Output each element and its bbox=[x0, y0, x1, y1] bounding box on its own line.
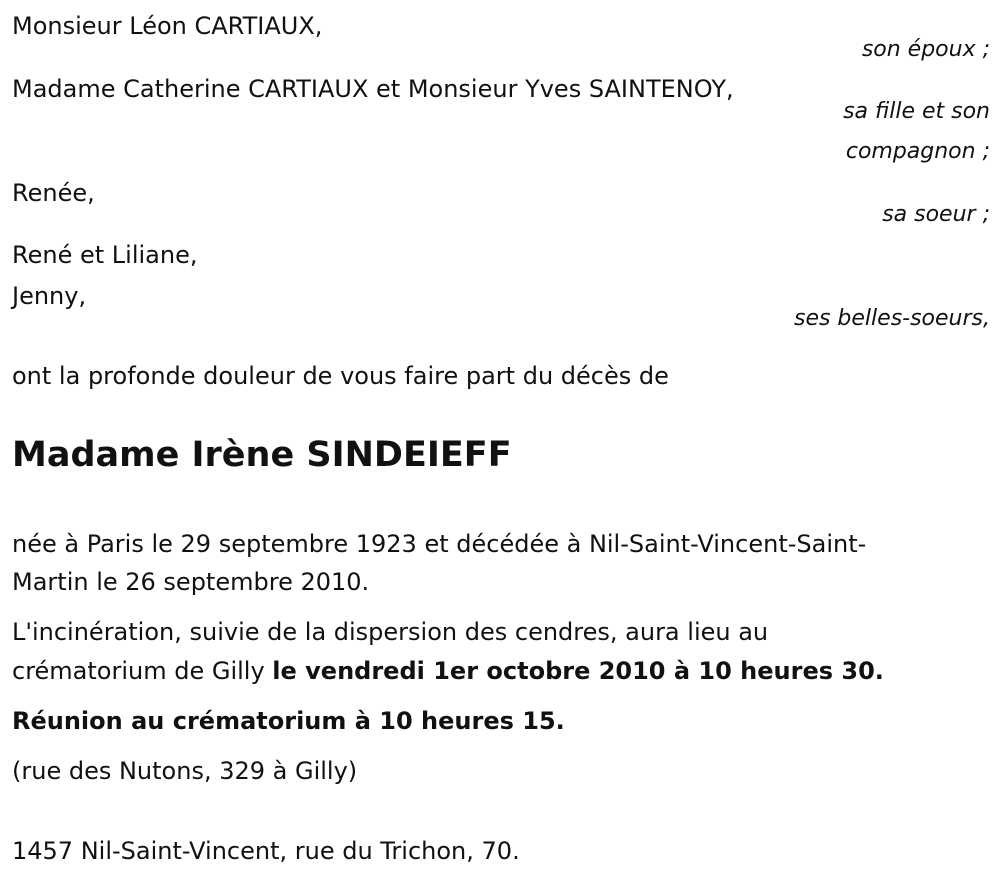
role-daughter-line-2: compagnon ; bbox=[845, 139, 990, 164]
ceremony-line-2 bbox=[12, 656, 884, 686]
family-member-rene-liliane: René et Liliane, bbox=[12, 241, 198, 269]
family-member-jenny: Jenny, bbox=[12, 282, 87, 310]
role-spouse: son époux ; bbox=[861, 37, 990, 62]
family-member-leon: Monsieur Léon CARTIAUX, bbox=[12, 12, 323, 40]
meeting-info: Réunion au crématorium à 10 heures 15. bbox=[12, 707, 565, 735]
announcement-text: ont la profonde douleur de vous faire part du décès de bbox=[12, 362, 669, 390]
ceremony-line-1: L'incinération, suivie de la dispersion des cendres, aura lieu au bbox=[12, 618, 769, 646]
birth-death-line-1: née à Paris le 29 septembre 1923 et décédée à Nil-Saint-Vincent-Saint- bbox=[12, 530, 867, 558]
role-sisters-in-law: ses belles-soeurs, bbox=[793, 306, 990, 331]
family-address: 1457 Nil-Saint-Vincent, rue du Trichon, 70. bbox=[12, 837, 520, 865]
ceremony-location: crématorium de Gilly bbox=[12, 657, 273, 685]
family-member-renee: Renée, bbox=[12, 179, 95, 207]
role-sister: sa soeur ; bbox=[882, 202, 990, 227]
family-member-catherine-yves: Madame Catherine CARTIAUX et Monsieur Yves SAINTENOY, bbox=[12, 75, 734, 103]
role-daughter-line-1: sa fille et son bbox=[843, 99, 990, 124]
crematorium-address: (rue des Nutons, 329 à Gilly) bbox=[12, 757, 358, 785]
ceremony-datetime: le vendredi 1er octobre 2010 à 10 heures 30. bbox=[272, 657, 884, 685]
birth-death-line-2: Martin le 26 septembre 2010. bbox=[12, 568, 370, 596]
deceased-name: Madame Irène SINDEIEFF bbox=[12, 435, 512, 475]
